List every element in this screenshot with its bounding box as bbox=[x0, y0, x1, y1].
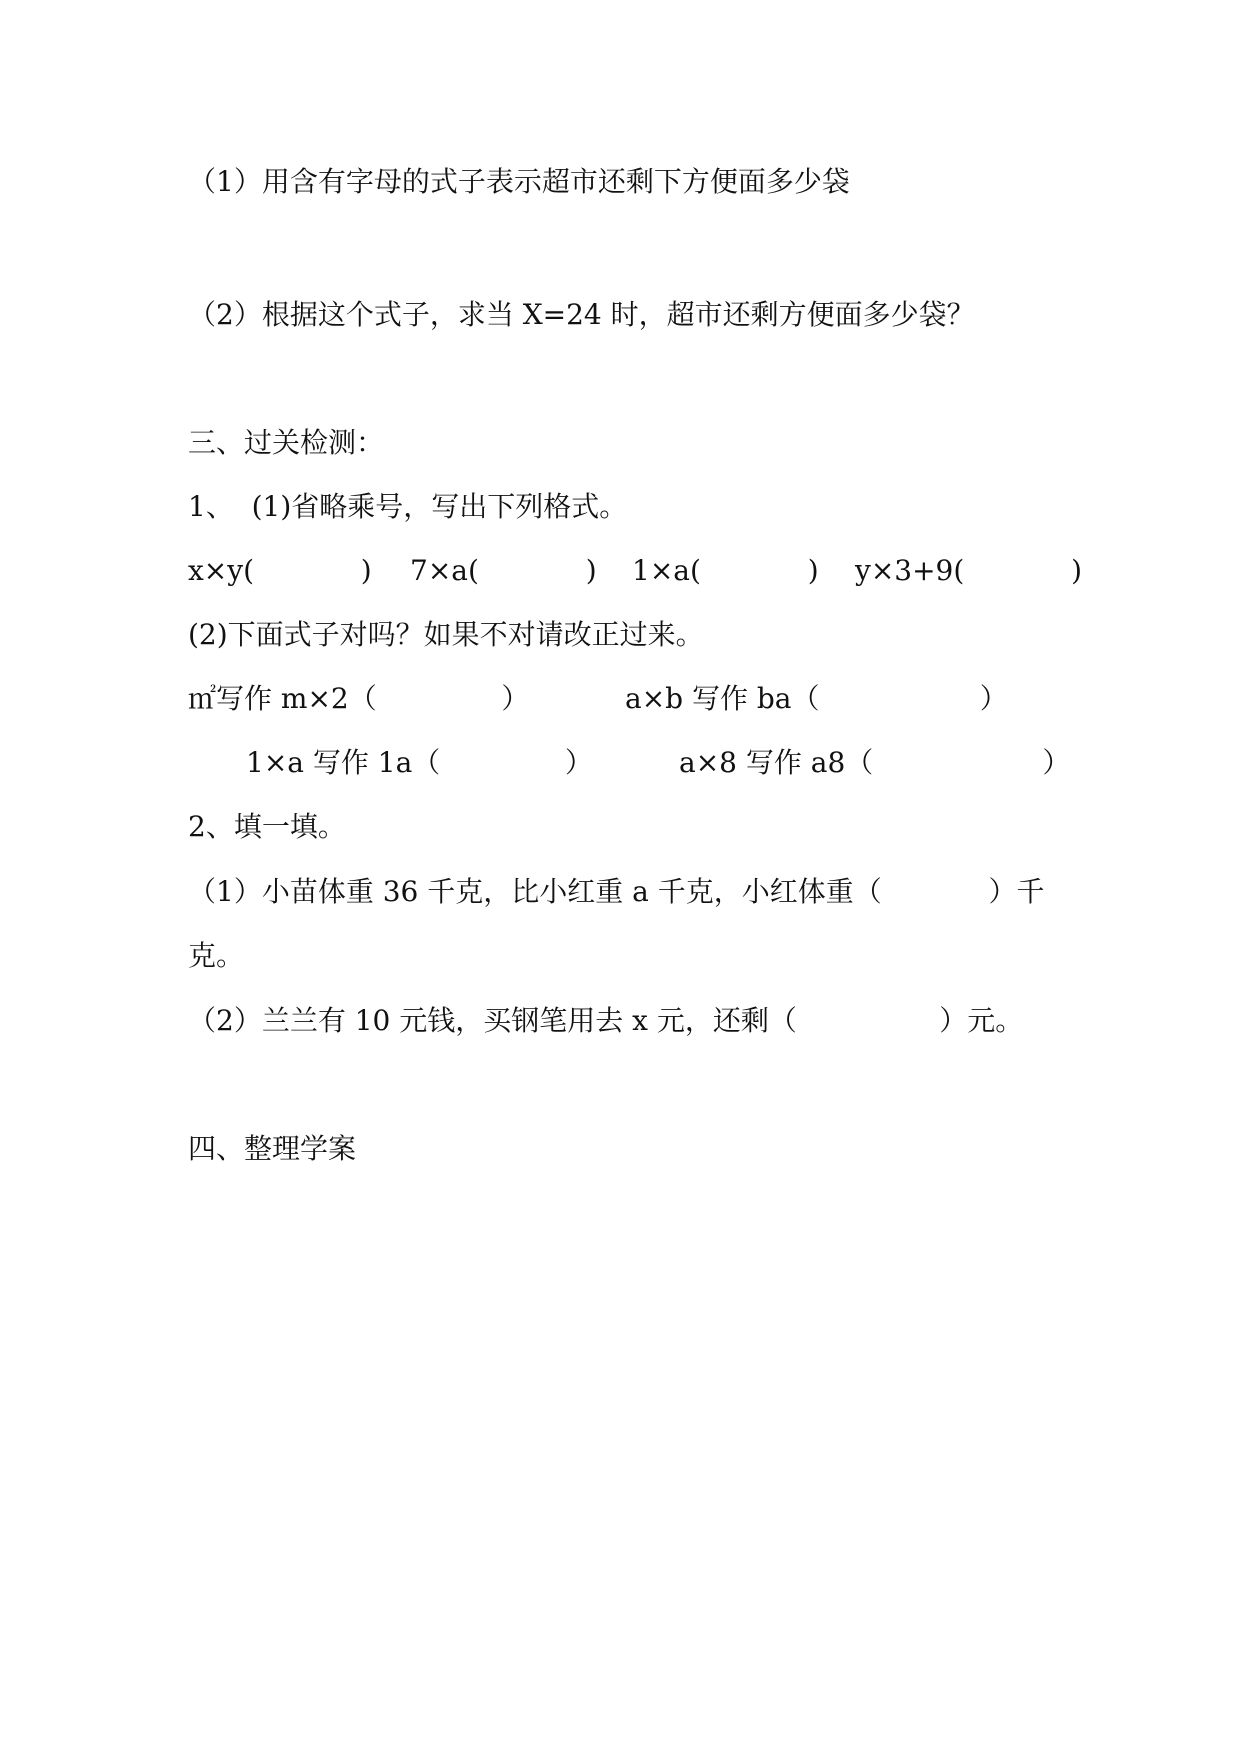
omit-multiply-exercise-1: x×y( ) bbox=[188, 554, 372, 587]
item-2-title: 2、填一填。 bbox=[188, 810, 346, 843]
item-1-title: 1、 (1)省略乘号，写出下列格式。 bbox=[188, 490, 628, 523]
fill-question-2: （2）兰兰有 10 元钱，买钢笔用去 x 元，还剩（ ）元。 bbox=[188, 1004, 1024, 1037]
correction-exercise-4: a×8 写作 a8（ ） bbox=[679, 746, 1071, 779]
question-2-1: （1）用含有字母的式子表示超市还剩下方便面多少袋 bbox=[188, 165, 850, 198]
correction-exercise-2: a×b 写作 ba（ ） bbox=[625, 682, 1008, 715]
omit-multiply-exercise-4: y×3+9( ) bbox=[855, 554, 1083, 587]
omit-multiply-exercise-3: 1×a( ) bbox=[632, 554, 819, 587]
item-1-sub-2: (2)下面式子对吗？如果不对请改正过来。 bbox=[188, 618, 704, 651]
correction-exercise-1: ㎡写作 m×2（ ） bbox=[188, 682, 530, 715]
section-4-heading: 四、整理学案 bbox=[188, 1132, 357, 1165]
section-3-heading: 三、过关检测： bbox=[188, 426, 385, 459]
correction-exercise-3: 1×a 写作 1a（ ） bbox=[246, 746, 593, 779]
fill-question-1-continued: 克。 bbox=[188, 939, 245, 972]
omit-multiply-exercise-2: 7×a( ) bbox=[410, 554, 597, 587]
fill-question-1: （1）小苗体重 36 千克，比小红重 a 千克，小红体重（ ）千 bbox=[188, 875, 1045, 908]
question-2-2: （2）根据这个式子，求当 X=24 时，超市还剩方便面多少袋？ bbox=[188, 298, 975, 331]
